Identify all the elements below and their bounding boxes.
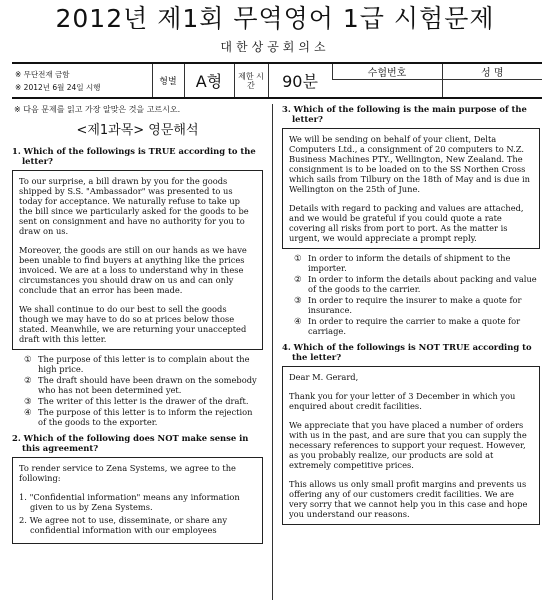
agreement-list bbox=[19, 492, 256, 535]
section-title: <제1과목> 영문해석 bbox=[76, 123, 199, 138]
question-1-passage bbox=[12, 170, 263, 350]
question-number: 1. bbox=[12, 146, 21, 156]
passage-paragraph: We shall continue to do our best to sell the goods though we may have to do so at prices below those stated. Meanwhile, we are returning your unaccepted draft with this letter. bbox=[19, 304, 247, 344]
organization-name: 대한상공회의소 bbox=[220, 40, 330, 54]
question-text: Which of the following does NOT make sense in this agreement? bbox=[22, 433, 249, 453]
type-label: 형별 bbox=[152, 63, 184, 98]
passage-paragraph: We will be sending on behalf of your client, Delta Computers Ltd., a consignment of 20 computers to N.Z. Business Machines PTY., Wellington, New Zealand. The consignment is to be loaded on to the SS Northen Cross which sails from Tilbury on the 18th of May and is due in Wellington on the 25th of June. bbox=[289, 134, 530, 194]
type-value: A형 bbox=[184, 63, 234, 98]
answer-option[interactable]: ③ In order to require the insurer to make a quote for insurance. bbox=[294, 295, 522, 315]
answer-option[interactable]: ② In order to inform the details about packing and value of the goods to the carrier. bbox=[294, 274, 537, 294]
question-1-options bbox=[12, 354, 263, 427]
exam-number-label: 수험번호 bbox=[332, 63, 442, 80]
answer-option[interactable]: ④ In order to require the carrier to make a quote for carriage. bbox=[294, 316, 521, 336]
left-column bbox=[12, 104, 263, 600]
name-field[interactable] bbox=[442, 80, 542, 99]
question-number: 2. bbox=[12, 433, 21, 443]
instruction: ※ 다음 문제를 읽고 가장 알맞은 것을 고르시오. bbox=[14, 105, 181, 114]
answer-option[interactable]: ④ The purpose of this letter is to inform the rejection of the goods to the exporter. bbox=[24, 407, 253, 427]
exam-number-field[interactable] bbox=[332, 80, 442, 99]
column-divider bbox=[272, 104, 273, 600]
answer-option[interactable]: ① In order to inform the details of shipment to the importer. bbox=[294, 253, 511, 273]
passage-paragraph: We appreciate that you have placed a number of orders with us in the past, and are sure that you can supply the necessary references to support your request. However, as you probably realize, our products are sold at extremely competitive prices. bbox=[289, 420, 527, 470]
passage-paragraph: Moreover, the goods are still on our hands as we have been unable to find buyers at anything like the prices invoiced. We are at a loss to understand why in these circumstances you should draw on us and can only conclude that an error has been made. bbox=[19, 245, 247, 295]
agreement-item: 2. We agree not to use, disseminate, or share any confidential information with our employees bbox=[19, 515, 228, 535]
question-3-options bbox=[282, 253, 540, 336]
passage-paragraph: Dear M. Gerard, bbox=[289, 372, 359, 382]
question-2 bbox=[12, 433, 263, 453]
exam-info-table bbox=[12, 62, 542, 99]
agreement-item: 1. "Confidential information" means any information given to us by Zena Systems. bbox=[19, 492, 240, 512]
passage-paragraph: This allows us only small profit margins and prevents us offering any of our customers credit facilities. We are very sorry that we cannot help you in this case and hope you understand our reasons. bbox=[289, 479, 528, 519]
answer-option[interactable]: ① The purpose of this letter is to complain about the high price. bbox=[24, 354, 250, 374]
answer-option[interactable]: ③ The writer of this letter is the drawer of the draft. bbox=[24, 396, 249, 406]
passage-paragraph: To our surprise, a bill drawn by you for the goods shipped by S.S. "Ambassador" was presented to us today for acceptance. We naturally refuse to take up the bill since we particularly asked for the goods to be sent on consignment and have no authority for you to draw on us. bbox=[19, 176, 249, 236]
question-2-passage bbox=[12, 457, 263, 544]
question-1 bbox=[12, 146, 263, 166]
note-exam-date: ※ 2012년 6월 24일 시행 bbox=[15, 82, 101, 92]
exam-notes bbox=[12, 63, 152, 98]
passage-paragraph: Details with regard to packing and values are attached, and we would be grateful if you could quote a rate covering all risks from port to port. As the matter is urgent, we would appreciate a prompt reply. bbox=[289, 203, 524, 243]
question-number: 4. bbox=[282, 342, 291, 352]
question-number: 3. bbox=[282, 104, 291, 114]
answer-option[interactable]: ② The draft should have been drawn on the somebody who has not been determined yet. bbox=[24, 375, 257, 395]
time-value: 90분 bbox=[268, 63, 332, 98]
note-no-copy: ※ 무단전재 금함 bbox=[15, 69, 70, 79]
question-text: Which of the followings is TRUE according to the letter? bbox=[22, 146, 256, 166]
time-label: 제한 시간 bbox=[234, 63, 268, 98]
question-3-passage bbox=[282, 128, 540, 249]
name-label: 성 명 bbox=[442, 63, 542, 80]
exam-title: 2012년 제1회 무역영어 1급 시험문제 bbox=[55, 4, 495, 33]
question-3 bbox=[282, 104, 540, 124]
question-4-passage bbox=[282, 366, 540, 525]
question-text: Which of the followings is NOT TRUE according to the letter? bbox=[292, 342, 532, 362]
passage-intro: To render service to Zena Systems, we agree to the following: bbox=[19, 463, 236, 483]
right-column bbox=[282, 104, 540, 600]
question-text: Which of the following is the main purpose of the letter? bbox=[292, 104, 527, 124]
passage-paragraph: Thank you for your letter of 3 December in which you enquired about credit facilities. bbox=[289, 391, 516, 411]
question-4 bbox=[282, 342, 540, 362]
